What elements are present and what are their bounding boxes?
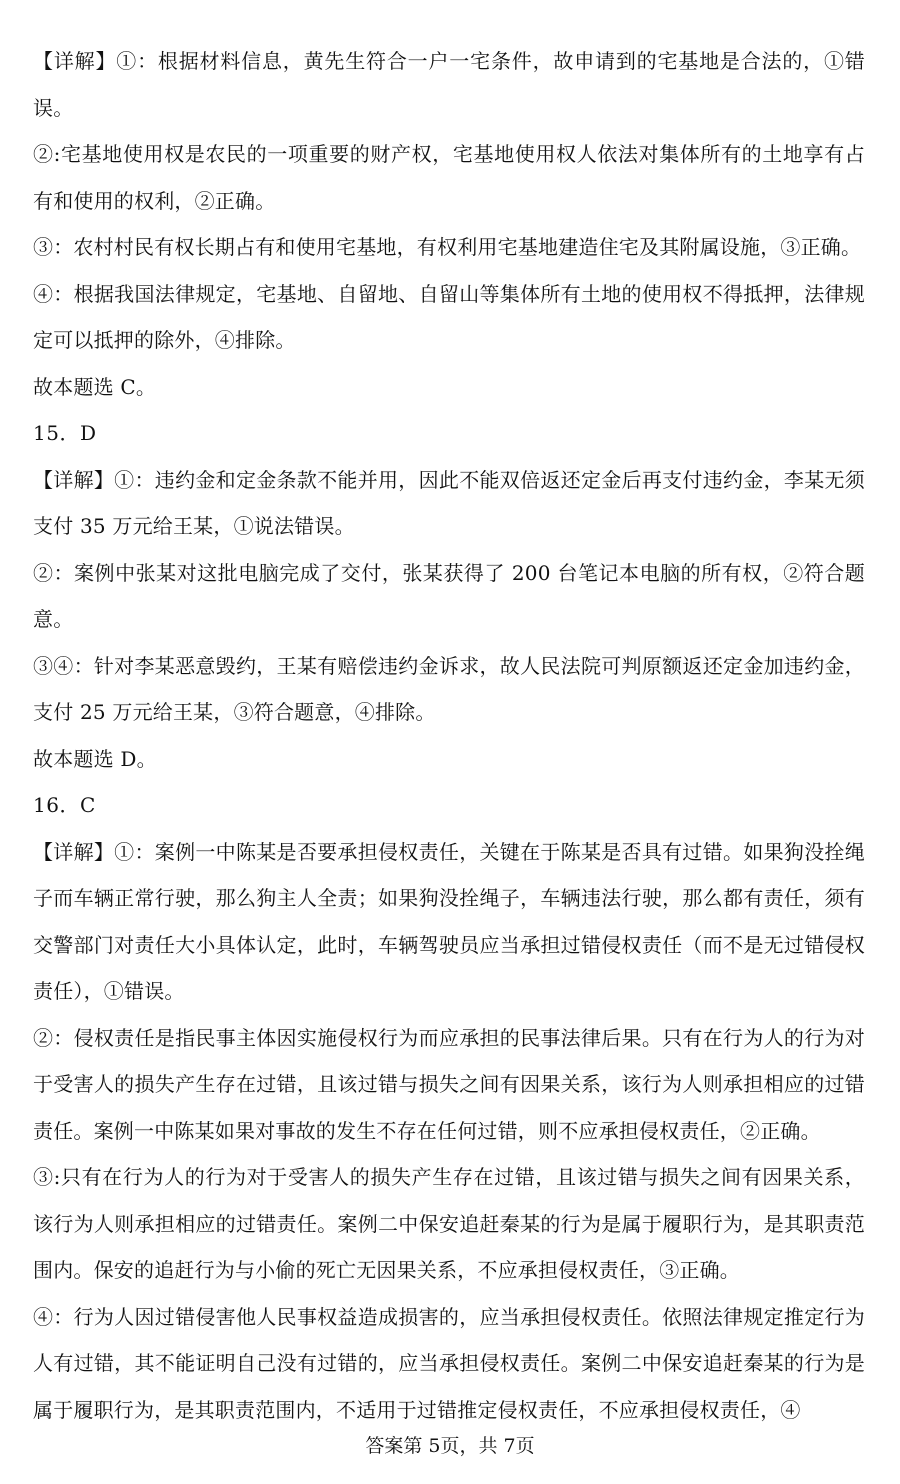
q15-explain-1: 【详解】①：违约金和定金条款不能并用，因此不能双倍返还定金后再支付违约金，李某无须支付 35 万元给王某，①说法错误。 [33, 467, 865, 538]
q14-explain-1: 【详解】①：根据材料信息，黄先生符合一户一宅条件，故申请到的宅基地是合法的，①错误。 [33, 49, 865, 120]
q16-explain-3: ③:只有在行为人的行为对于受害人的损失产生存在过错，且该过错与损失之间有因果关系，该行为人则承担相应的过错责任。案例二中保安追赶秦某的行为是属于履职行为，是其职责范围内。保安的追赶行为与小偷的死亡无因果关系，不应承担侵权责任，③正确。 [33, 1165, 865, 1282]
q14-explain-2: ②:宅基地使用权是农民的一项重要的财产权，宅基地使用权人依法对集体所有的土地享有占有和使用的权利，②正确。 [33, 142, 865, 213]
q16-explain-2: ②：侵权责任是指民事主体因实施侵权行为而应承担的民事法律后果。只有在行为人的行为对于受害人的损失产生存在过错，且该过错与损失之间有因果关系，该行为人则承担相应的过错责任。案例一中陈某如果对事故的发生不存在任何过错，则不应承担侵权责任，②正确。 [33, 1025, 865, 1143]
q15-explain-3: ③④：针对李某恶意毁约，王某有赔偿违约金诉求，故人民法院可判原额返还定金加违约金，支付 25 万元给王某，③符合题意，④排除。 [33, 653, 865, 724]
q16-explain-4: ④：行为人因过错侵害他人民事权益造成损害的，应当承担侵权责任。依照法律规定推定行为人有过错，其不能证明自己没有过错的，应当承担侵权责任。案例二中保安追赶秦某的行为是属于履职行为，是其职责范围内，不适用于过错推定侵权责任，不应承担侵权责任，④ [33, 1304, 865, 1422]
answer-content [33, 38, 865, 1433]
page-footer: 答案第 5页，共 7页 [365, 1435, 535, 1457]
q16-explain-1: 【详解】①：案例一中陈某是否要承担侵权责任，关键在于陈某是否具有过错。如果狗没拴绳子而车辆正常行驶，那么狗主人全责；如果狗没拴绳子，车辆违法行驶，那么都有责任，须有交警部门对责任大小具体认定，此时，车辆驾驶员应当承担过错侵权责任（而不是无过错侵权责任），①错误。 [33, 839, 865, 1003]
q16-heading: 16．C [33, 793, 96, 817]
q15-explain-2: ②：案例中张某对这批电脑完成了交付，张某获得了 200 台笔记本电脑的所有权，②符合题意。 [33, 560, 865, 631]
q14-explain-3: ③：农村村民有权长期占有和使用宅基地，有权利用宅基地建造住宅及其附属设施，③正确。 [33, 235, 862, 259]
q14-conclusion: 故本题选 C。 [33, 374, 157, 399]
q15-conclusion: 故本题选 D。 [33, 746, 157, 771]
q14-explain-4: ④：根据我国法律规定，宅基地、自留地、自留山等集体所有土地的使用权不得抵押，法律规定可以抵押的除外，④排除。 [33, 281, 865, 352]
q15-heading: 15．D [33, 421, 97, 445]
